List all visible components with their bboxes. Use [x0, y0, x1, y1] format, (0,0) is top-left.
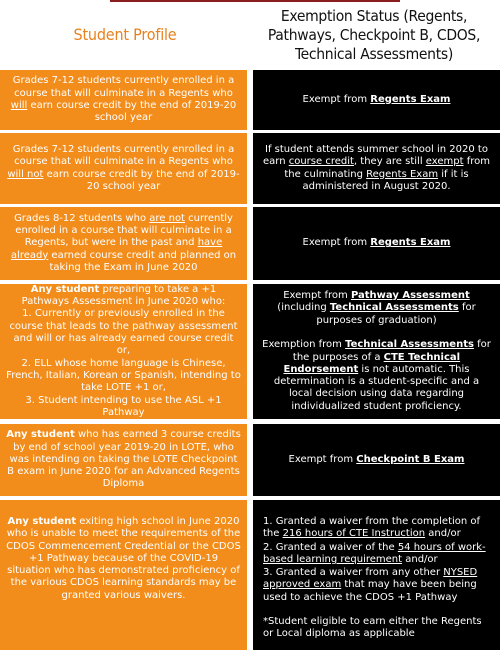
- table-header: [0, 0, 500, 68]
- status-text: If student attends summer school in 2020 to earn course credit, they are still exempt from the culminating Regents Exam if it is administered in August 2020.: [262, 143, 490, 192]
- list-item: *Student eligible to earn either the Regents or Local diploma as applicable: [263, 616, 482, 640]
- table-row: [0, 424, 500, 496]
- student-profile-heading: Student Profile: [73, 24, 177, 44]
- list-item: 1. Granted a waiver from the completion of the 216 hours of CTE Instruction and/or: [263, 516, 481, 540]
- table-row: [0, 133, 500, 204]
- profile-cell: [0, 70, 247, 130]
- profile-text: Grades 7-12 students currently enrolled in a course that will culminate in a Regents who will earn course credit by the end of 2019-20 school year: [10, 75, 237, 124]
- profile-cell: [0, 284, 247, 419]
- waiver-list: [263, 516, 492, 642]
- exemption-status-heading: Exemption Status (Regents, Pathways, Checkpoint B, CDOS, Technical Assessments): [267, 6, 481, 63]
- table-row: [0, 284, 500, 419]
- status-cell: [253, 207, 500, 280]
- profile-cell: [0, 424, 247, 496]
- list-item: 2. Granted a waiver of the 54 hours of work-based learning requirement and/or: [263, 541, 486, 565]
- table-row: [0, 70, 500, 130]
- status-text: Exempt from Regents Exam: [302, 93, 451, 105]
- status-cell: [253, 284, 500, 419]
- profile-cell: [0, 500, 247, 650]
- profile-cell: [0, 133, 247, 204]
- profile-cell: [0, 207, 247, 280]
- status-cell: [253, 133, 500, 204]
- profile-text: Any student who has earned 3 course credits by end of school year 2019-20 in LOTE, who was intending on taking the LOTE Checkpoint B exam in June 2020 for an Advanced Regents Diploma: [6, 429, 241, 490]
- profile-text: Any student exiting high school in June 2020 who is unable to meet the requirements of the CDOS Commencement Credential or the CDOS +1 Pathway because of the COVID-19 situation who has demonstrated proficiency of the various CDOS learning standards may be granted various waivers.: [6, 516, 241, 601]
- table-row: [0, 207, 500, 280]
- status-text: Exempt from Regents Exam: [302, 237, 451, 249]
- list-spacer: [263, 605, 492, 615]
- profile-text: Grades 8-12 students who are not currently enrolled in a course that will culminate in a Regents, but were in the past and have already earned course credit and planned on taking the Exam in June 2020: [10, 212, 237, 273]
- profile-text: Grades 7-12 students currently enrolled in a course that will culminate in a Regents who will not earn course credit by the end of 2019-20 school year: [7, 143, 240, 192]
- status-cell: [253, 500, 500, 650]
- table-row: [0, 500, 500, 650]
- status-text: Exempt from Checkpoint B Exam: [288, 453, 465, 465]
- profile-text: Any student preparing to take a +1 Pathways Assessment in June 2020 who: 1. Currently or previously enrolled in the course that leads to the pathway assessment and will or has already earned course credit or, 2. ELL whose home language is Chinese, French, Italian, Korean or Spanish, intending to take LOTE +1 or, 3. Student intending to use the ASL +1 Pathway: [6, 283, 241, 418]
- list-item: 3. Granted a waiver from any other NYSED approved exam that may have been being used to achieve the CDOS +1 Pathway: [263, 567, 478, 603]
- status-cell: [253, 424, 500, 496]
- status-cell: [253, 70, 500, 130]
- status-text: Exempt from Pathway Assessment (including Technical Assessments for purposes of graduation) Exemption from Technical Assessments for the purposes of a CTE Technical Endorsement is not automatic. This determination is a student-specific and a local decision using data regarding individualized student proficiency.: [262, 290, 491, 412]
